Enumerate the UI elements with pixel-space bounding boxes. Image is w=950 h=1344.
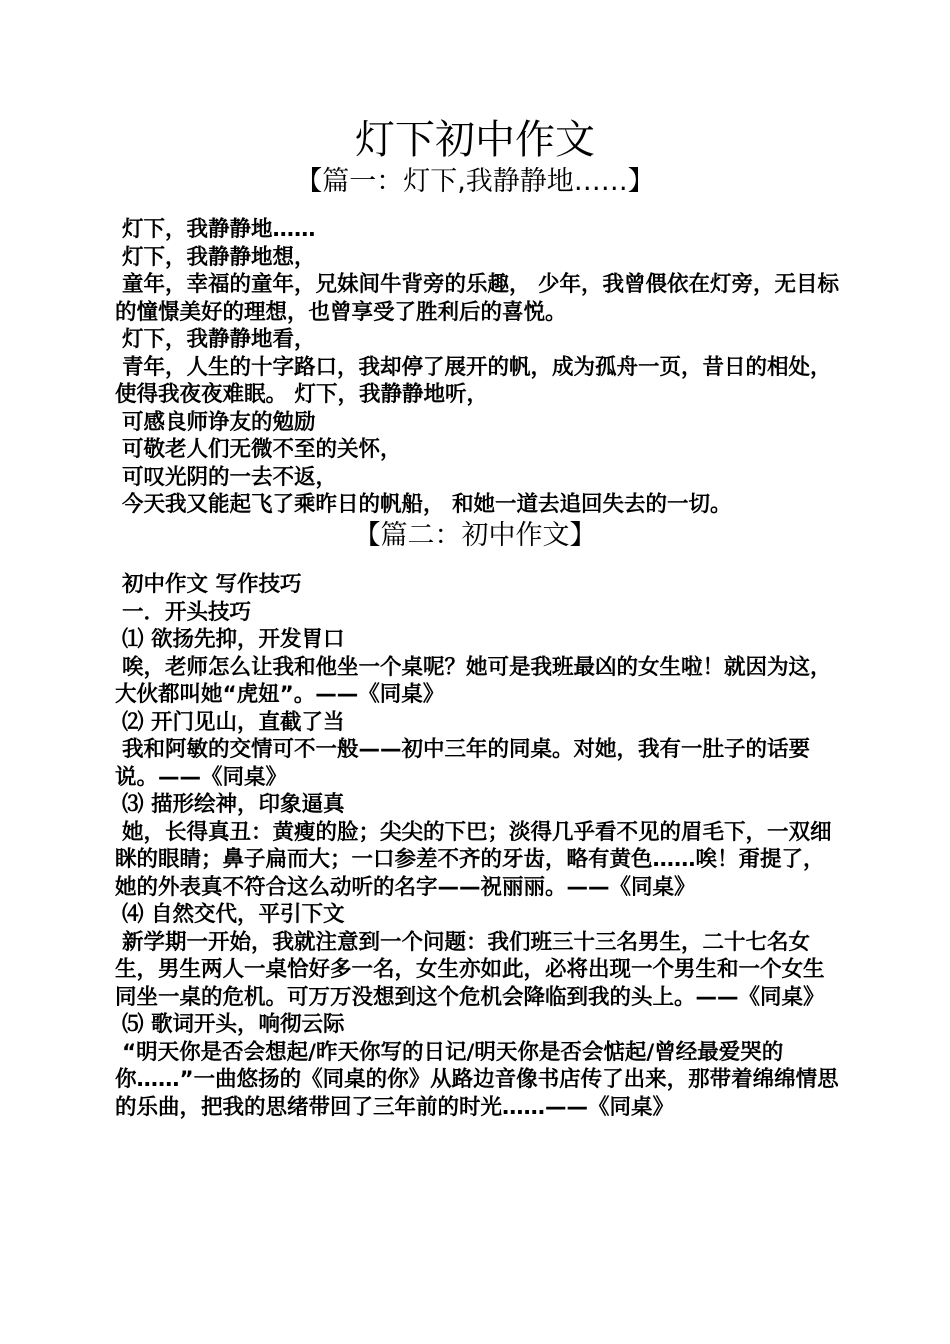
subheading: 初中作文 写作技巧 bbox=[122, 572, 302, 597]
text-line: 可感良师诤友的勉励 bbox=[122, 409, 316, 435]
technique-heading: ⑸ 歌词开头，响彻云际 bbox=[122, 1012, 345, 1037]
technique-heading: ⑴ 欲扬先抑，开发胃口 bbox=[122, 627, 345, 652]
text-line: 可叹光阴的一去不返， bbox=[122, 464, 338, 490]
paragraph: 童年，幸福的童年，兄妹间牛背旁的乐趣， 少年，我曾偎依在灯旁，无目标的憧憬美好的理想，也曾享受了胜利后的喜悦。 bbox=[115, 272, 839, 325]
technique-heading: ⑶ 描形绘神，印象逼真 bbox=[122, 792, 345, 817]
section-heading-part2: 【篇二：初中作文】 bbox=[353, 520, 597, 551]
example-paragraph: 我和阿敏的交情可不一般——初中三年的同桌。对她，我有一肚子的话要说。——《同桌》 bbox=[115, 737, 811, 790]
subheading: 一．开头技巧 bbox=[122, 599, 252, 625]
document-title: 灯下初中作文 bbox=[355, 117, 595, 163]
example-paragraph: 她，长得真丑：黄瘦的脸；尖尖的下巴；淡得几乎看不见的眉毛下，一双细眯的眼睛；鼻子扁而大；一口参差不齐的牙齿，略有黄色……唉！甭提了，她的外表真不符合这么动听的名字——祝丽丽。——《同桌》 bbox=[115, 819, 832, 900]
text-line: 灯下，我静静地看， bbox=[122, 327, 316, 352]
text-line: 灯下，我静静地…… bbox=[122, 217, 316, 242]
section-body-part2 bbox=[115, 571, 840, 1121]
section-heading-part1: 【篇一：灯下,我静静地……】 bbox=[295, 166, 655, 197]
example-paragraph: “明天你是否会想起/昨天你写的日记/明天你是否会惦起/曾经最爱哭的你……”一曲悠扬的《同桌的你》从路边音像书店传了出来，那带着绵绵情思的乐曲，把我的思绪带回了三年前的时光……——《同桌》 bbox=[115, 1039, 839, 1120]
text-line: 今天我又能起飞了乘昨日的帆船， 和她一道去追回失去的一切。 bbox=[122, 492, 732, 517]
example-paragraph: 唉，老师怎么让我和他坐一个桌呢？她可是我班最凶的女生啦！就因为这，大伙都叫她“虎妞”。——《同桌》 bbox=[115, 654, 832, 707]
technique-heading: ⑷ 自然交代，平引下文 bbox=[122, 902, 345, 927]
paragraph: 青年，人生的十字路口，我却停了展开的帆，成为孤舟一页，昔日的相处，使得我夜夜难眠。 灯下，我静静地听， bbox=[115, 354, 832, 407]
technique-heading: ⑵ 开门见山，直截了当 bbox=[122, 709, 345, 735]
text-line: 可敬老人们无微不至的关怀， bbox=[122, 437, 402, 462]
section-body-part1 bbox=[115, 216, 840, 519]
example-paragraph: 新学期一开始，我就注意到一个问题：我们班三十三名男生，二十七名女生，男生两人一桌恰好多一名，女生亦如此，必将出现一个男生和一个女生同坐一桌的危机。可万万没想到这个危机会降临到我的头上。——《同桌》 bbox=[115, 929, 825, 1010]
text-line: 灯下，我静静地想， bbox=[122, 244, 316, 270]
